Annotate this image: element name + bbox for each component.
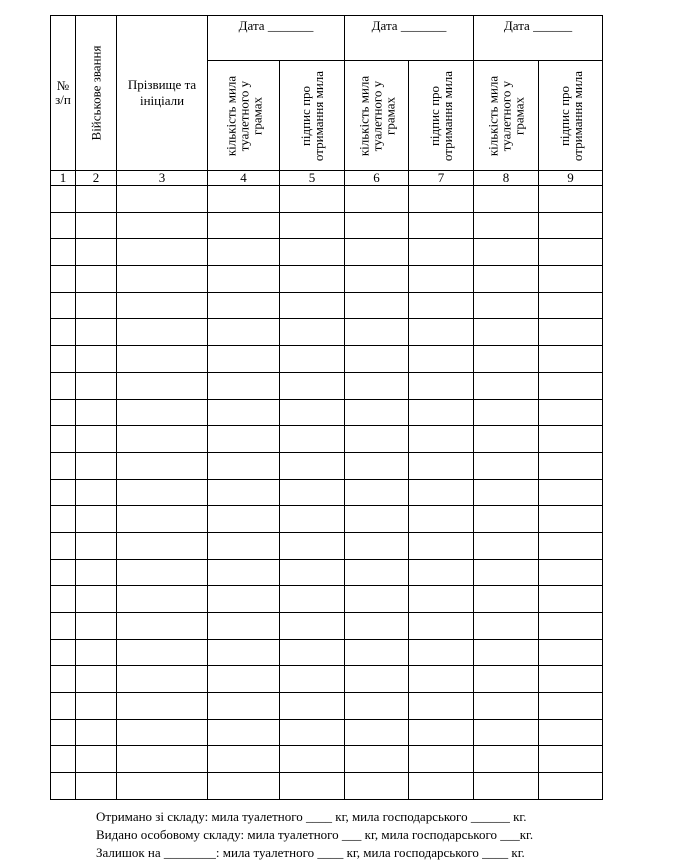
table-cell[interactable]: [474, 532, 539, 559]
table-cell[interactable]: [51, 666, 76, 693]
table-cell[interactable]: [208, 452, 280, 479]
table-cell[interactable]: [117, 186, 208, 213]
table-cell[interactable]: [51, 266, 76, 293]
table-cell[interactable]: [474, 639, 539, 666]
table-cell[interactable]: [539, 319, 603, 346]
header-sign-1: [280, 61, 345, 171]
table-cell[interactable]: [51, 479, 76, 506]
table-cell[interactable]: [280, 239, 345, 266]
table-cell[interactable]: [345, 319, 409, 346]
table-cell[interactable]: [51, 292, 76, 319]
table-cell[interactable]: [51, 719, 76, 746]
table-cell[interactable]: [51, 532, 76, 559]
table-cell[interactable]: [208, 399, 280, 426]
table-cell[interactable]: [76, 346, 117, 373]
footer-issued-line: Видано особовому складу: мила туалетного ___ кг, мила господарського ___кг.: [96, 827, 534, 842]
table-cell[interactable]: [409, 666, 474, 693]
table-cell[interactable]: [280, 426, 345, 453]
table-cell[interactable]: [280, 719, 345, 746]
table-cell[interactable]: [345, 426, 409, 453]
table-cell[interactable]: [117, 266, 208, 293]
header-rank: [76, 16, 117, 171]
table-cell[interactable]: [474, 746, 539, 773]
table-cell[interactable]: [409, 186, 474, 213]
table-cell[interactable]: [409, 506, 474, 533]
table-row: [51, 506, 603, 533]
table-cell[interactable]: [208, 532, 280, 559]
table-cell[interactable]: [474, 506, 539, 533]
table-cell[interactable]: [409, 559, 474, 586]
table-cell[interactable]: [409, 693, 474, 720]
table-cell[interactable]: [474, 372, 539, 399]
table-cell[interactable]: [117, 613, 208, 640]
table-cell[interactable]: [76, 452, 117, 479]
table-cell[interactable]: [51, 186, 76, 213]
table-row: [51, 346, 603, 373]
header-date-1-label: Дата _______: [238, 18, 314, 33]
table-cell[interactable]: [76, 266, 117, 293]
table-cell[interactable]: [280, 586, 345, 613]
table-cell[interactable]: [345, 586, 409, 613]
table-row: [51, 532, 603, 559]
table-row: [51, 452, 603, 479]
table-cell[interactable]: [474, 186, 539, 213]
table-cell[interactable]: [51, 212, 76, 239]
table-cell[interactable]: [539, 399, 603, 426]
table-cell[interactable]: [409, 426, 474, 453]
column-number: 1: [51, 171, 76, 186]
footer-balance-line: Залишок на ________: мила туалетного ____ кг, мила господарського ____ кг.: [96, 845, 525, 860]
table-cell[interactable]: [345, 399, 409, 426]
column-number: 6: [345, 171, 409, 186]
table-cell[interactable]: [76, 186, 117, 213]
header-sign-2-label: підпис про отримання мила: [427, 70, 455, 161]
table-cell[interactable]: [76, 372, 117, 399]
table-cell[interactable]: [280, 212, 345, 239]
table-row: [51, 399, 603, 426]
table-cell[interactable]: [51, 372, 76, 399]
table-row: [51, 559, 603, 586]
table-cell[interactable]: [474, 719, 539, 746]
header-qty-1: [208, 61, 280, 171]
table-cell[interactable]: [51, 559, 76, 586]
table-cell[interactable]: [208, 292, 280, 319]
table-cell[interactable]: [208, 639, 280, 666]
table-cell[interactable]: [409, 399, 474, 426]
header-sign-1-label: підпис про отримання мила: [298, 70, 326, 161]
table-cell[interactable]: [76, 613, 117, 640]
table-cell[interactable]: [51, 239, 76, 266]
header-sign-2: [409, 61, 474, 171]
table-cell[interactable]: [539, 586, 603, 613]
table-cell[interactable]: [51, 399, 76, 426]
table-cell[interactable]: [539, 372, 603, 399]
header-sign-3-label: підпис про отримання мила: [556, 70, 585, 161]
table-cell[interactable]: [539, 639, 603, 666]
table-cell[interactable]: [539, 693, 603, 720]
table-cell[interactable]: [51, 639, 76, 666]
table-cell[interactable]: [117, 773, 208, 800]
table-cell[interactable]: [474, 319, 539, 346]
table-cell[interactable]: [117, 399, 208, 426]
table-cell[interactable]: [409, 479, 474, 506]
table-row: [51, 266, 603, 293]
table-cell[interactable]: [51, 346, 76, 373]
header-sign-3: [539, 61, 603, 171]
table-cell[interactable]: [474, 452, 539, 479]
table-row: [51, 666, 603, 693]
column-number: 4: [208, 171, 280, 186]
table-cell[interactable]: [51, 426, 76, 453]
table-cell[interactable]: [409, 639, 474, 666]
header-qty-2-label: кількість мила туалетного у грамах: [356, 75, 397, 156]
table-cell[interactable]: [345, 613, 409, 640]
table-cell[interactable]: [280, 532, 345, 559]
table-cell[interactable]: [474, 346, 539, 373]
table-row: [51, 292, 603, 319]
table-cell[interactable]: [474, 426, 539, 453]
table-cell[interactable]: [117, 292, 208, 319]
table-cell[interactable]: [409, 532, 474, 559]
table-row: [51, 746, 603, 773]
table-cell[interactable]: [76, 746, 117, 773]
table-cell[interactable]: [474, 399, 539, 426]
table-row: [51, 372, 603, 399]
table-cell[interactable]: [345, 666, 409, 693]
table-cell[interactable]: [539, 613, 603, 640]
table-cell[interactable]: [409, 372, 474, 399]
table-cell[interactable]: [208, 719, 280, 746]
table-cell[interactable]: [474, 559, 539, 586]
table-cell[interactable]: [474, 666, 539, 693]
table-cell[interactable]: [51, 773, 76, 800]
table-cell[interactable]: [409, 452, 474, 479]
header-qty-3-label: кількість мила туалетного у грамах: [485, 75, 527, 156]
table-cell[interactable]: [345, 559, 409, 586]
table-cell[interactable]: [117, 239, 208, 266]
table-cell[interactable]: [539, 532, 603, 559]
table-cell[interactable]: [539, 479, 603, 506]
table-cell[interactable]: [76, 719, 117, 746]
table-row: [51, 186, 603, 213]
table-cell[interactable]: [539, 266, 603, 293]
table-cell[interactable]: [474, 773, 539, 800]
table-cell[interactable]: [117, 559, 208, 586]
table-cell[interactable]: [539, 719, 603, 746]
table-cell[interactable]: [280, 399, 345, 426]
table-cell[interactable]: [409, 719, 474, 746]
table-cell[interactable]: [345, 239, 409, 266]
table-row: [51, 613, 603, 640]
header-rank-label: Військове звання: [88, 45, 104, 141]
table-row: [51, 693, 603, 720]
table-cell[interactable]: [76, 399, 117, 426]
table-cell[interactable]: [280, 773, 345, 800]
table-cell[interactable]: [409, 239, 474, 266]
table-cell[interactable]: [345, 346, 409, 373]
table-cell[interactable]: [280, 186, 345, 213]
table-cell[interactable]: [539, 212, 603, 239]
table-cell[interactable]: [208, 479, 280, 506]
table-cell[interactable]: [51, 452, 76, 479]
table-cell[interactable]: [539, 773, 603, 800]
table-cell[interactable]: [474, 266, 539, 293]
column-number: 8: [474, 171, 539, 186]
table-cell[interactable]: [474, 586, 539, 613]
table-cell[interactable]: [208, 559, 280, 586]
table-cell[interactable]: [76, 239, 117, 266]
table-cell[interactable]: [117, 586, 208, 613]
header-number-label: № з/п: [55, 78, 71, 107]
table-cell[interactable]: [117, 693, 208, 720]
header-number: [51, 16, 76, 171]
table-cell[interactable]: [117, 372, 208, 399]
table-cell[interactable]: [345, 452, 409, 479]
table-cell[interactable]: [345, 212, 409, 239]
table-cell[interactable]: [208, 372, 280, 399]
table-cell[interactable]: [539, 186, 603, 213]
table-cell[interactable]: [51, 693, 76, 720]
column-number: 2: [76, 171, 117, 186]
table-cell[interactable]: [117, 212, 208, 239]
table-row: [51, 319, 603, 346]
column-number: 5: [280, 171, 345, 186]
table-cell[interactable]: [345, 479, 409, 506]
table-cell[interactable]: [539, 559, 603, 586]
table-cell[interactable]: [280, 266, 345, 293]
header-date-1: [208, 16, 345, 61]
table-cell[interactable]: [474, 693, 539, 720]
table-cell[interactable]: [280, 506, 345, 533]
soap-issue-table: [50, 15, 603, 800]
table-cell[interactable]: [345, 532, 409, 559]
table-row: [51, 239, 603, 266]
table-cell[interactable]: [76, 693, 117, 720]
table-cell[interactable]: [76, 319, 117, 346]
table-cell[interactable]: [208, 186, 280, 213]
table-row: [51, 639, 603, 666]
table-cell[interactable]: [409, 773, 474, 800]
table-cell[interactable]: [539, 292, 603, 319]
table-cell[interactable]: [345, 506, 409, 533]
footer-summary: [96, 808, 533, 862]
column-number: 7: [409, 171, 474, 186]
column-number: 3: [117, 171, 208, 186]
table-cell[interactable]: [117, 639, 208, 666]
table-cell[interactable]: [208, 613, 280, 640]
table-cell[interactable]: [208, 773, 280, 800]
table-cell[interactable]: [280, 559, 345, 586]
header-qty-2: [345, 61, 409, 171]
header-qty-1-label: кількість мила туалетного у грамах: [223, 75, 264, 156]
table-cell[interactable]: [76, 559, 117, 586]
table-cell[interactable]: [76, 479, 117, 506]
table-cell[interactable]: [280, 452, 345, 479]
table-cell[interactable]: [280, 292, 345, 319]
table-cell[interactable]: [345, 693, 409, 720]
table-cell[interactable]: [76, 773, 117, 800]
header-date-3: [474, 16, 603, 61]
table-cell[interactable]: [539, 506, 603, 533]
table-cell[interactable]: [51, 319, 76, 346]
table-cell[interactable]: [208, 746, 280, 773]
table-cell[interactable]: [76, 506, 117, 533]
table-body: [51, 186, 603, 800]
table-cell[interactable]: [409, 266, 474, 293]
table-cell[interactable]: [117, 452, 208, 479]
column-number-row: [51, 171, 603, 186]
table-cell[interactable]: [76, 586, 117, 613]
table-row: [51, 773, 603, 800]
table-cell[interactable]: [51, 506, 76, 533]
table-row: [51, 719, 603, 746]
table-cell[interactable]: [345, 266, 409, 293]
table-cell[interactable]: [474, 613, 539, 640]
table-cell[interactable]: [280, 639, 345, 666]
table-cell[interactable]: [345, 746, 409, 773]
header-date-2: [345, 16, 474, 61]
table-cell[interactable]: [539, 746, 603, 773]
table-cell[interactable]: [208, 266, 280, 293]
table-cell[interactable]: [280, 746, 345, 773]
header-date-2-label: Дата _______: [371, 18, 447, 33]
table-cell[interactable]: [409, 292, 474, 319]
table-row: [51, 479, 603, 506]
table-cell[interactable]: [280, 613, 345, 640]
table-cell[interactable]: [117, 346, 208, 373]
table-row: [51, 426, 603, 453]
table-cell[interactable]: [409, 586, 474, 613]
column-number: 9: [539, 171, 603, 186]
table-cell[interactable]: [474, 292, 539, 319]
table-cell[interactable]: [208, 666, 280, 693]
table-cell[interactable]: [409, 319, 474, 346]
table-cell[interactable]: [76, 666, 117, 693]
table-cell[interactable]: [208, 346, 280, 373]
table-cell[interactable]: [474, 239, 539, 266]
table-cell[interactable]: [208, 426, 280, 453]
table-cell[interactable]: [76, 426, 117, 453]
table-cell[interactable]: [474, 479, 539, 506]
table-cell[interactable]: [280, 319, 345, 346]
header-name-label: Прізвище та ініціали: [127, 77, 197, 108]
table-cell[interactable]: [539, 666, 603, 693]
table-cell[interactable]: [51, 746, 76, 773]
table-cell[interactable]: [51, 613, 76, 640]
table-cell[interactable]: [117, 426, 208, 453]
table-cell[interactable]: [345, 773, 409, 800]
table-cell[interactable]: [117, 666, 208, 693]
table-cell[interactable]: [409, 212, 474, 239]
table-cell[interactable]: [280, 666, 345, 693]
table-cell[interactable]: [345, 639, 409, 666]
table-cell[interactable]: [117, 746, 208, 773]
table-cell[interactable]: [409, 346, 474, 373]
footer-received-line: Отримано зі складу: мила туалетного ____ кг, мила господарського ______ кг.: [96, 809, 527, 824]
table-cell[interactable]: [208, 586, 280, 613]
header-date-3-label: Дата ______: [503, 18, 573, 33]
table-cell[interactable]: [409, 746, 474, 773]
table-row: [51, 586, 603, 613]
header-name: [117, 16, 208, 171]
table-cell[interactable]: [280, 479, 345, 506]
table-cell[interactable]: [117, 319, 208, 346]
table-cell[interactable]: [208, 693, 280, 720]
table-cell[interactable]: [345, 372, 409, 399]
table-row: [51, 212, 603, 239]
table-cell[interactable]: [409, 613, 474, 640]
table-cell[interactable]: [117, 532, 208, 559]
table-cell[interactable]: [76, 212, 117, 239]
table-cell[interactable]: [76, 532, 117, 559]
table-cell[interactable]: [280, 693, 345, 720]
table-cell[interactable]: [208, 506, 280, 533]
table-cell[interactable]: [539, 239, 603, 266]
table-cell[interactable]: [539, 426, 603, 453]
table-cell[interactable]: [539, 452, 603, 479]
table-cell[interactable]: [345, 186, 409, 213]
table-cell[interactable]: [51, 586, 76, 613]
table-cell[interactable]: [208, 239, 280, 266]
table-cell[interactable]: [280, 346, 345, 373]
table-cell[interactable]: [76, 292, 117, 319]
table-cell[interactable]: [117, 479, 208, 506]
table-cell[interactable]: [280, 372, 345, 399]
table-cell[interactable]: [345, 719, 409, 746]
table-cell[interactable]: [117, 506, 208, 533]
table-cell[interactable]: [539, 346, 603, 373]
table-cell[interactable]: [474, 212, 539, 239]
table-cell[interactable]: [208, 319, 280, 346]
table-cell[interactable]: [117, 719, 208, 746]
header-qty-3: [474, 61, 539, 171]
table-cell[interactable]: [76, 639, 117, 666]
table-cell[interactable]: [345, 292, 409, 319]
table-cell[interactable]: [208, 212, 280, 239]
